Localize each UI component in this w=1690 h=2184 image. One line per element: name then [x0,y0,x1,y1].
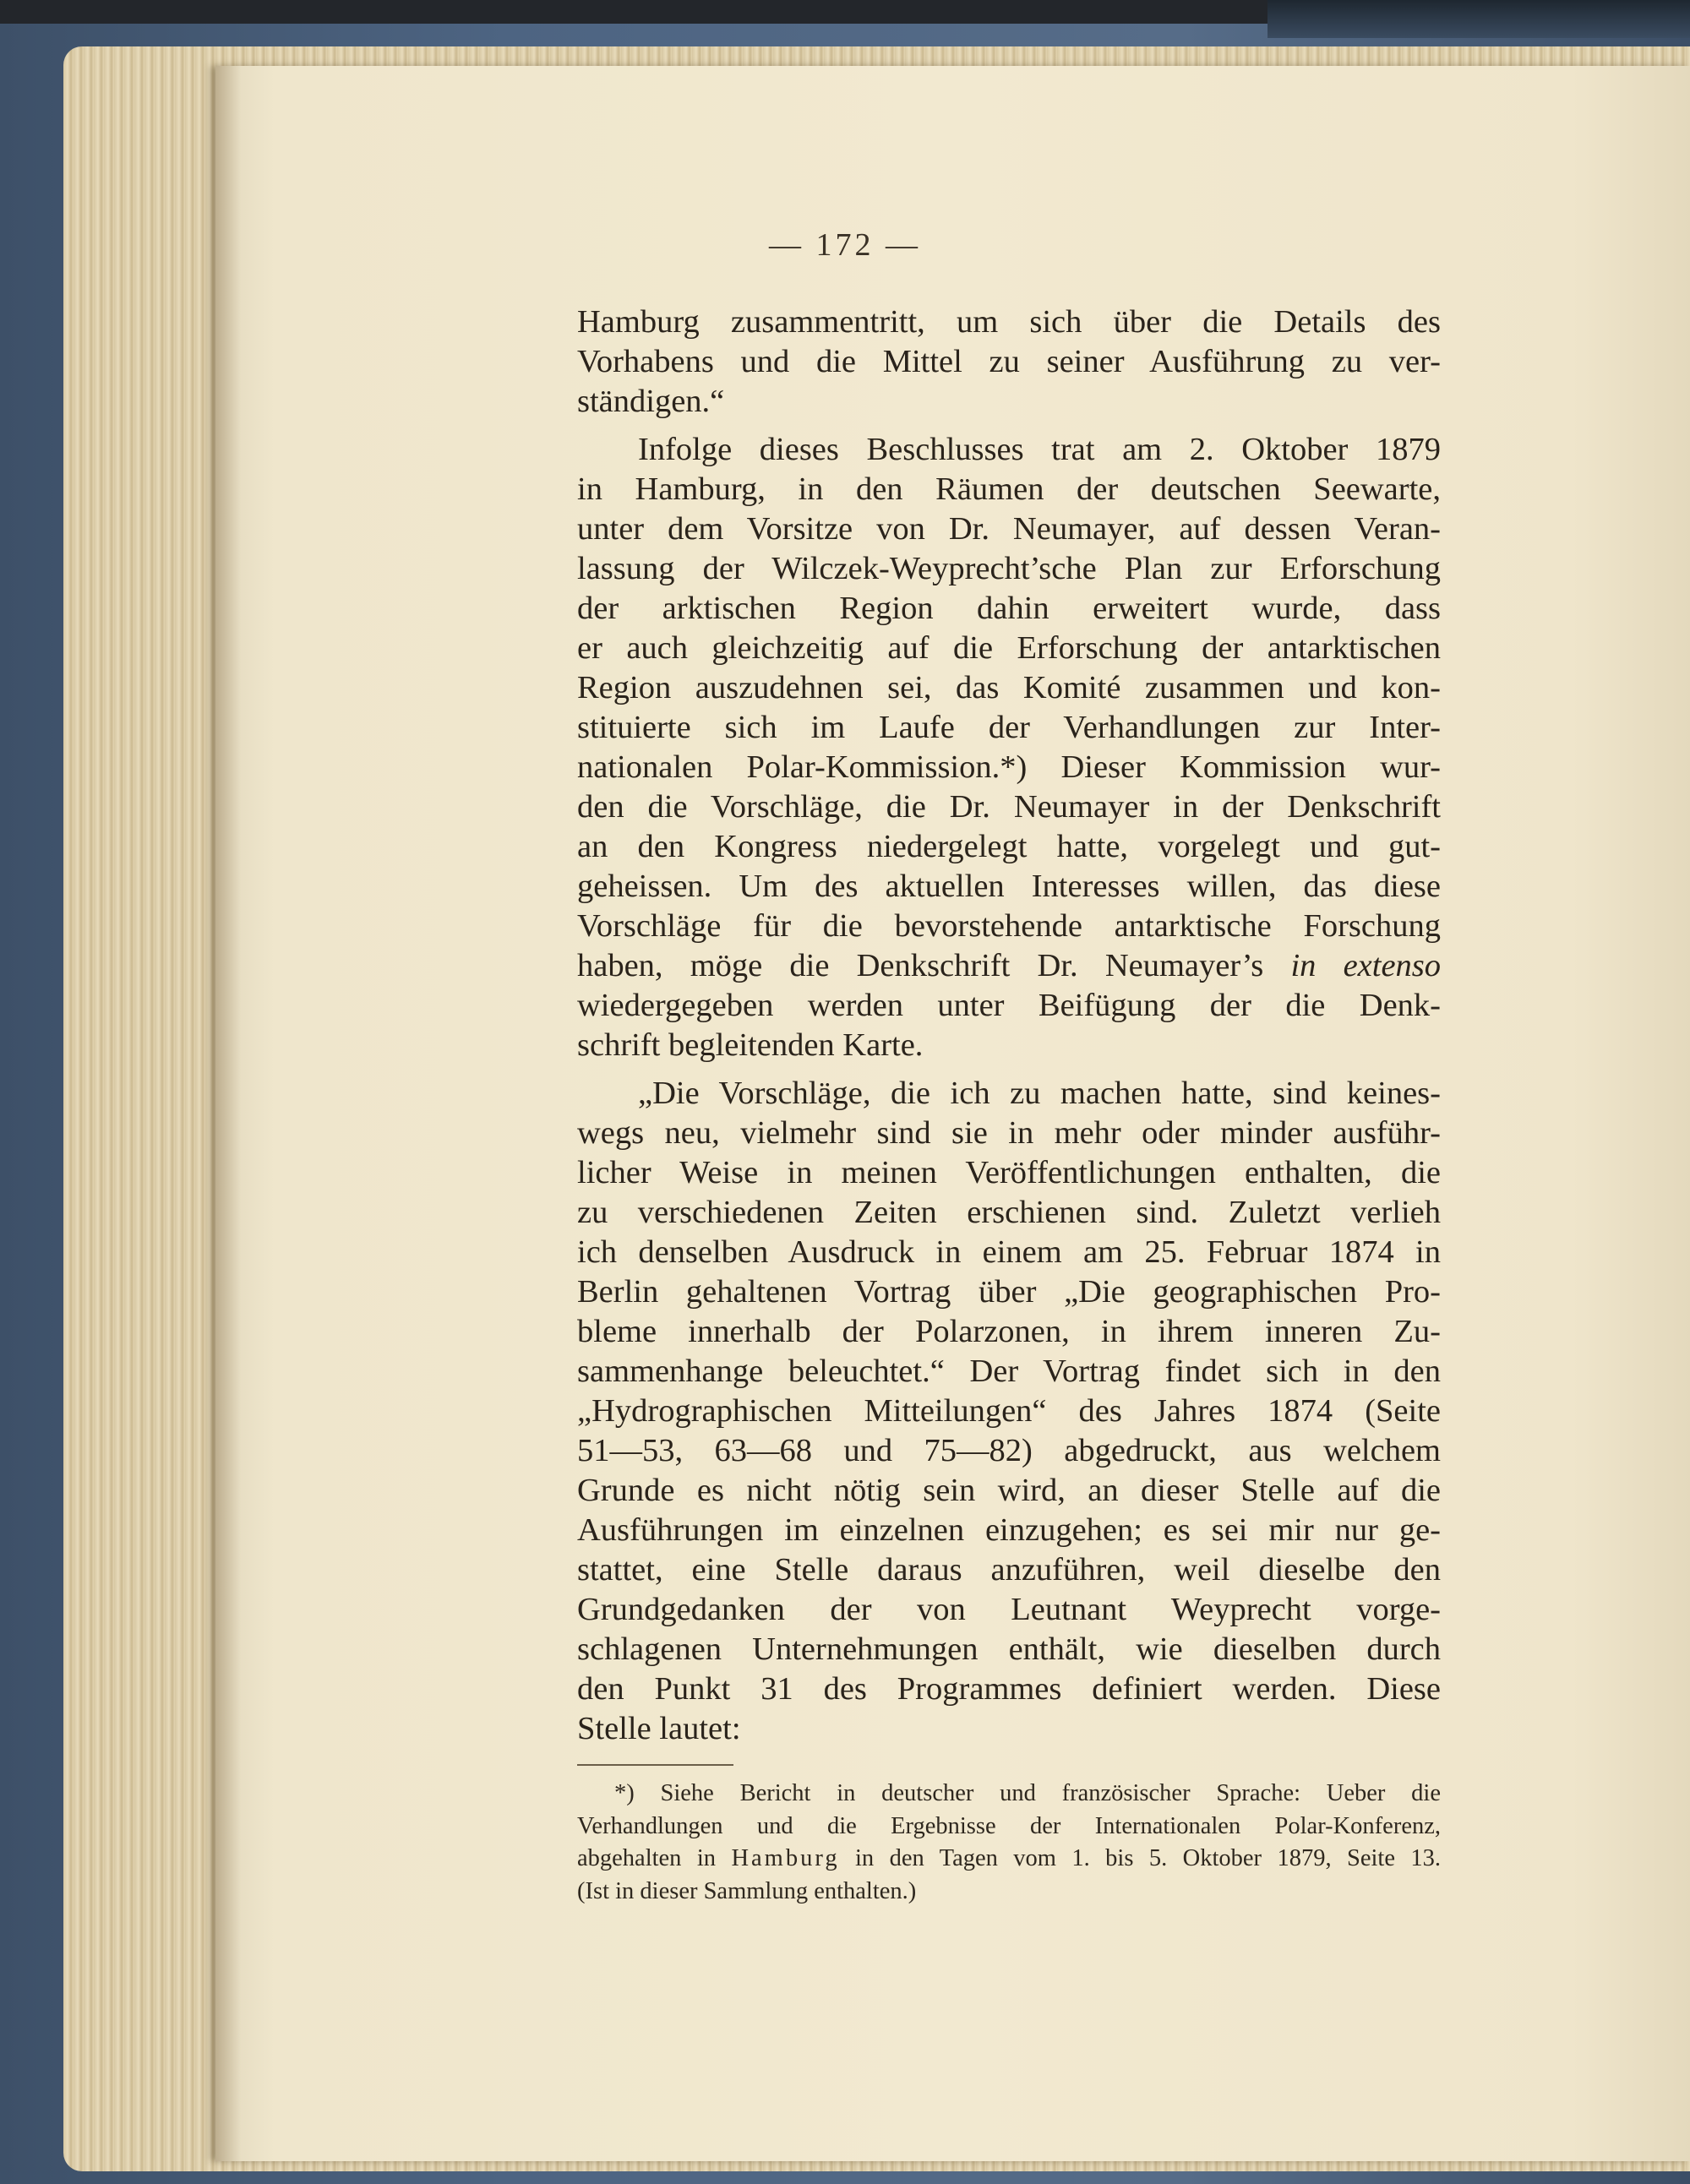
text-line: Stelle lautet: [577,1711,741,1746]
paragraph-3 [577,1074,1441,1749]
text-line: Grunde es nicht nötig sein wird, an dieser Stelle auf die [577,1473,1441,1508]
book-cover-top-edge [1268,0,1690,38]
footnote [577,1778,1441,1908]
text-line: Region auszudehnen sei, das Komité zusammen und kon- [577,670,1441,705]
text-line: ich denselben Ausdruck in einem am 25. Februar 1874 in [577,1234,1441,1270]
text-line: nationalen Polar-Kommission.*) Dieser Kommission wur- [577,749,1441,785]
text-line: der arktischen Region dahin erweitert wurde, dass [577,591,1441,626]
text-line: ständigen.“ [577,384,725,419]
text-line: lassung der Wilczek-Weyprecht’sche Plan zur Erforschung [577,551,1441,586]
footnote-line: *) Siehe Bericht in deutscher und französischer Sprache: Ueber die [614,1780,1441,1806]
page-number: — 172 — [769,227,921,263]
text-line: „Hydrographischen Mitteilungen“ des Jahres 1874 (Seite [577,1393,1441,1429]
text-line: wiedergegeben werden unter Beifügung der die Denk- [577,988,1441,1023]
gutter-shadow [215,66,241,2161]
text-line: Vorschläge für die bevorstehende antarktische Forschung [577,908,1441,944]
text-line-with-italic [577,946,1441,986]
text-line: den die Vorschläge, die Dr. Neumayer in der Denkschrift [577,789,1441,825]
footnote-divider [577,1764,733,1766]
paragraph-1 [577,302,1441,422]
text-line: „Die Vorschläge, die ich zu machen hatte, sind keines- [638,1076,1441,1111]
text-line: Berlin gehaltenen Vortrag über „Die geographischen Pro- [577,1274,1441,1310]
text-line: bleme innerhalb der Polarzonen, in ihrem inneren Zu- [577,1314,1441,1349]
text-line: den Punkt 31 des Programmes definiert werden. Diese [577,1671,1441,1707]
text-line: in Hamburg, in den Räumen der deutschen Seewarte, [577,471,1441,507]
text-line: 51—53, 63—68 und 75—82) abgedruckt, aus welchem [577,1433,1441,1468]
text-line: an den Kongress niedergelegt hatte, vorgelegt und gut- [577,829,1441,864]
text-line: Hamburg zusammentritt, um sich über die Details des [577,304,1441,340]
text-line: Ausführungen im einzelnen einzugehen; es sei mir nur ge- [577,1512,1441,1548]
text-segment: abgehalten in [577,1845,717,1871]
spaced-word: Hamburg [731,1845,840,1871]
text-segment: haben, möge die Denkschrift Dr. Neumayer’s [577,948,1264,983]
paragraph-2 [577,430,1441,1065]
text-line: geheissen. Um des aktuellen Interesses willen, das diese [577,869,1441,904]
text-line: Grundgedanken der von Leutnant Weyprecht vorge- [577,1592,1441,1627]
footnote-line: Verhandlungen und die Ergebnisse der Internationalen Polar-Konferenz, [577,1812,1441,1839]
text-line: schrift begleitenden Karte. [577,1027,924,1063]
text-line: licher Weise in meinen Veröffentlichungen enthalten, die [577,1155,1441,1190]
text-line: stattet, eine Stelle daraus anzuführen, weil dieselbe den [577,1552,1441,1588]
text-line: Vorhabens und die Mittel zu seiner Ausführung zu ver- [577,344,1441,379]
body-text [577,302,1441,1908]
text-line: stituierte sich im Laufe der Verhandlungen zur Inter- [577,710,1441,745]
text-line: unter dem Vorsitze von Dr. Neumayer, auf dessen Veran- [577,511,1441,547]
text-line: wegs neu, vielmehr sind sie in mehr oder minder ausführ- [577,1115,1441,1151]
text-line: sammenhange beleuchtet.“ Der Vortrag findet sich in den [577,1353,1441,1389]
text-line: Infolge dieses Beschlusses trat am 2. Oktober 1879 [638,432,1441,467]
text-line: er auch gleichzeitig auf die Erforschung der antarktischen [577,630,1441,666]
text-segment: in den Tagen vom 1. bis 5. Oktober 1879, Seite 13. [855,1845,1442,1871]
italic-phrase: in extenso [1290,948,1442,983]
footnote-line: (Ist in dieser Sammlung enthalten.) [577,1877,917,1904]
text-line: zu verschiedenen Zeiten erschienen sind. Zuletzt verlieh [577,1195,1441,1230]
text-line: schlagenen Unternehmungen enthält, wie dieselben durch [577,1631,1441,1667]
footnote-line-with-spaced [577,1843,1441,1876]
